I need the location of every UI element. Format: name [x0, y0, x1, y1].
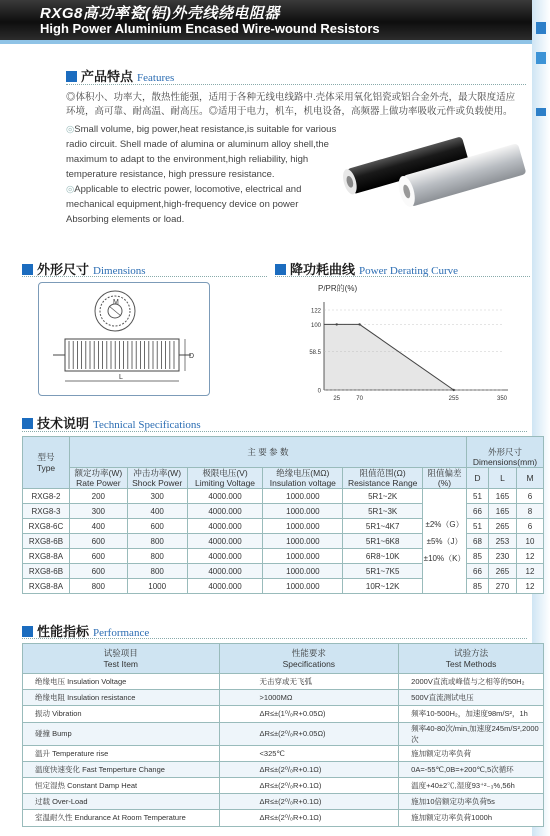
cell-rate: 800: [69, 579, 127, 594]
cell-m: 12: [516, 549, 543, 564]
cell-test-item: 温升 Temperature rise: [23, 745, 220, 761]
spec-heading: 技术说明 Technical Specifications: [22, 413, 201, 433]
table-row: [23, 794, 544, 810]
y-tick-label: 0: [317, 388, 321, 395]
x-tick-label: 350: [496, 396, 508, 402]
cell-l: 230: [488, 549, 516, 564]
col-shock: 冲击功率(W) Shock Power: [127, 468, 187, 489]
cell-tolerance: ±2%（G） ±5%（J） ±10%（K）: [423, 489, 467, 594]
title-en: High Power Aluminium Encased Wire-wound Resistors: [40, 21, 380, 36]
square-icon: [22, 418, 33, 429]
cell-range: 5R1~6K8: [343, 534, 423, 549]
cell-shock: 300: [127, 489, 187, 504]
square-icon: [275, 264, 286, 275]
cell-l: 265: [488, 519, 516, 534]
header-banner: [0, 0, 550, 40]
title-cn: RXG8高功率瓷(铝)外壳线绕电阻器: [40, 5, 280, 22]
cell-specification: ΔR≤±(2⁰/₀R+0.1Ω): [219, 761, 399, 777]
cell-specification: ΔR≤±(2⁰/₀R+0.1Ω): [219, 810, 399, 826]
col-test-methods: 试验方法 Test Methods: [399, 644, 544, 674]
col-dims: 外形尺寸 Dimensions(mm): [467, 437, 544, 468]
derating-area: [324, 324, 454, 390]
spec-table: [22, 436, 544, 594]
cell-specification: ΔR≤±(2⁰/₀R+0.1Ω): [219, 794, 399, 810]
col-l: L: [488, 468, 516, 489]
cell-d: 66: [467, 504, 489, 519]
cell-limit: 4000.000: [187, 489, 263, 504]
cell-m: 12: [516, 564, 543, 579]
table-row: [23, 690, 544, 706]
cell-shock: 400: [127, 504, 187, 519]
cell-d: 68: [467, 534, 489, 549]
data-point: [336, 323, 338, 325]
col-limit: 极限电压(V) Limiting Voltage: [187, 468, 263, 489]
divider: [275, 276, 530, 277]
cell-specification: ΔR≤±(2⁰/₀R+0.05Ω): [219, 722, 399, 745]
col-specifications: 性能要求 Specifications: [219, 644, 399, 674]
cell-range: 5R1~4K7: [343, 519, 423, 534]
cell-type: RXG8-3: [23, 504, 70, 519]
cell-d: 51: [467, 489, 489, 504]
cell-test-method: 0A=-55℃,0B=+200℃,5次循环: [399, 761, 544, 777]
dimension-drawing: [38, 282, 210, 396]
col-d: D: [467, 468, 489, 489]
cell-limit: 4000.000: [187, 579, 263, 594]
features-text-cn: ◎体积小、功率大，散热性能强，适用于各种无线电线路中.壳体采用氧化铝瓷或铝合金外壳，最大限度适应环境，高可靠、耐高温、耐高压。◎适用于电力，机车，机电设备，高频器上做功率吸收元件或负载使用。: [66, 92, 516, 117]
cell-limit: 4000.000: [187, 564, 263, 579]
table-row: [23, 810, 544, 826]
cell-l: 165: [488, 489, 516, 504]
table-row: [23, 722, 544, 745]
cell-specification: ΔR≤±(1⁰/₀R+0.05Ω): [219, 706, 399, 722]
cell-limit: 4000.000: [187, 519, 263, 534]
col-range: 阻值范围(Ω) Resistance Range: [343, 468, 423, 489]
x-tick-label: 25: [333, 396, 341, 402]
col-main: 主 要 参 数: [69, 437, 466, 468]
cell-test-method: 施加额定功率负荷: [399, 745, 544, 761]
cell-test-method: 频率40-80次/min,加速度245m/S²,2000次: [399, 722, 544, 745]
cell-test-item: 绝缘电阻 Insulation resistance: [23, 690, 220, 706]
cell-shock: 800: [127, 549, 187, 564]
cell-shock: 800: [127, 564, 187, 579]
cell-type: RXG8-6B: [23, 564, 70, 579]
label-d: D: [189, 353, 195, 360]
cell-l: 165: [488, 504, 516, 519]
table-row: [23, 745, 544, 761]
performance-table: [22, 643, 544, 827]
cell-range: 5R1~3K: [343, 504, 423, 519]
divider: [22, 276, 267, 277]
cell-m: 10: [516, 534, 543, 549]
label-l: L: [119, 374, 123, 381]
cell-m: 12: [516, 579, 543, 594]
cell-d: 85: [467, 549, 489, 564]
cell-type: RXG8-6C: [23, 519, 70, 534]
y-tick-label: 122: [310, 308, 321, 315]
cell-limit: 4000.000: [187, 549, 263, 564]
table-row: [23, 761, 544, 777]
performance-heading: 性能指标 Performance: [22, 621, 149, 641]
cell-test-item: 室温耐久性 Endurance At Room Temperature: [23, 810, 220, 826]
cell-type: RXG8-8A: [23, 549, 70, 564]
data-point: [358, 323, 360, 325]
cell-range: 10R~12K: [343, 579, 423, 594]
cell-test-item: 振动 Vibration: [23, 706, 220, 722]
cell-d: 51: [467, 519, 489, 534]
cell-rate: 600: [69, 534, 127, 549]
cell-specification: 无击穿或无飞弧: [219, 674, 399, 690]
cell-l: 265: [488, 564, 516, 579]
features-heading: 产品特点 Features: [66, 66, 174, 86]
cell-type: RXG8-8A: [23, 579, 70, 594]
cell-m: 6: [516, 489, 543, 504]
table-row: [23, 489, 544, 504]
cell-specification: ΔR≤±(2⁰/₀R+0.1Ω): [219, 777, 399, 793]
square-icon: [22, 626, 33, 637]
cell-ins: 1000.000: [263, 504, 343, 519]
cell-test-method: 施加额定功率负荷1000h: [399, 810, 544, 826]
divider: [22, 431, 527, 432]
col-type: 型号 Type: [23, 437, 70, 489]
cell-limit: 4000.000: [187, 534, 263, 549]
header-strip: [0, 40, 550, 44]
col-rate: 额定功率(W) Rate Power: [69, 468, 127, 489]
derating-chart: [298, 280, 532, 410]
col-tol: 阻值偏差 (%): [423, 468, 467, 489]
cell-rate: 600: [69, 564, 127, 579]
cell-d: 66: [467, 564, 489, 579]
table-row: [23, 706, 544, 722]
cell-rate: 400: [69, 519, 127, 534]
cell-ins: 1000.000: [263, 549, 343, 564]
cell-ins: 1000.000: [263, 519, 343, 534]
divider: [66, 84, 526, 85]
cell-type: RXG8-2: [23, 489, 70, 504]
cell-specification: >1000MΩ: [219, 690, 399, 706]
square-icon: [66, 71, 77, 82]
y-axis-label: P/PR的(%): [318, 284, 358, 293]
cell-type: RXG8-6B: [23, 534, 70, 549]
cell-rate: 300: [69, 504, 127, 519]
label-m: M: [113, 299, 119, 306]
y-tick-label: 58.5: [309, 350, 321, 357]
features-text-en: ◎Small volume, big power,heat resistance,is suitable for various radio circuit. Shell made of alumina or aluminum alloy shell,the maximum to adapt to the environment,high reliability, high temperature resistance, high pressure resistance. ◎Applicable to electric power, locomotive, electrical and mechanical equipment,high-frequency device on power Absorbing elements or load.: [66, 124, 337, 225]
cell-m: 8: [516, 504, 543, 519]
cell-test-item: 温度快速变化 Fast Temperture Change: [23, 761, 220, 777]
cell-m: 6: [516, 519, 543, 534]
resistor-photo: [342, 128, 532, 228]
cell-d: 85: [467, 579, 489, 594]
col-ins: 绝缘电压(MΩ) Insulation voltage: [263, 468, 343, 489]
x-tick-label: 70: [356, 396, 363, 402]
dimensions-heading: 外形尺寸 Dimensions: [22, 259, 146, 279]
cell-shock: 600: [127, 519, 187, 534]
y-tick-label: 100: [310, 322, 321, 329]
cell-test-method: 频率10-500H₂，加速度98m/S²，1h: [399, 706, 544, 722]
cell-limit: 4000.000: [187, 504, 263, 519]
cell-specification: <325℃: [219, 745, 399, 761]
table-row: [23, 674, 544, 690]
cell-test-method: 500V直流测试电压: [399, 690, 544, 706]
cell-ins: 1000.000: [263, 579, 343, 594]
divider: [22, 638, 527, 639]
cell-ins: 1000.000: [263, 564, 343, 579]
cell-test-item: 绝缘电压 Insulation Voltage: [23, 674, 220, 690]
cell-range: 6R8~10K: [343, 549, 423, 564]
cell-l: 253: [488, 534, 516, 549]
cell-shock: 800: [127, 534, 187, 549]
cell-range: 5R1~7K5: [343, 564, 423, 579]
cell-ins: 1000.000: [263, 534, 343, 549]
table-row: [23, 777, 544, 793]
col-test-item: 试验项目 Test Item: [23, 644, 220, 674]
x-tick-label: 255: [448, 396, 459, 402]
col-m: M: [516, 468, 543, 489]
cell-test-method: 2000V直流或峰值与之相等的50H₂: [399, 674, 544, 690]
cell-test-method: 施加10倍额定功率负荷5s: [399, 794, 544, 810]
cell-shock: 1000: [127, 579, 187, 594]
cell-ins: 1000.000: [263, 489, 343, 504]
cell-test-item: 过载 Over-Load: [23, 794, 220, 810]
square-icon: [22, 264, 33, 275]
cell-test-method: 温度+40±2℃,湿度93⁺²₋₃%,56h: [399, 777, 544, 793]
cell-range: 5R1~2K: [343, 489, 423, 504]
cell-test-item: 碰撞 Bump: [23, 722, 220, 745]
cell-l: 270: [488, 579, 516, 594]
data-point: [452, 389, 454, 391]
derating-heading: 降功耗曲线 Power Derating Curve: [275, 259, 458, 279]
cell-rate: 600: [69, 549, 127, 564]
cell-rate: 200: [69, 489, 127, 504]
cell-test-item: 恒定湿热 Constant Damp Heat: [23, 777, 220, 793]
